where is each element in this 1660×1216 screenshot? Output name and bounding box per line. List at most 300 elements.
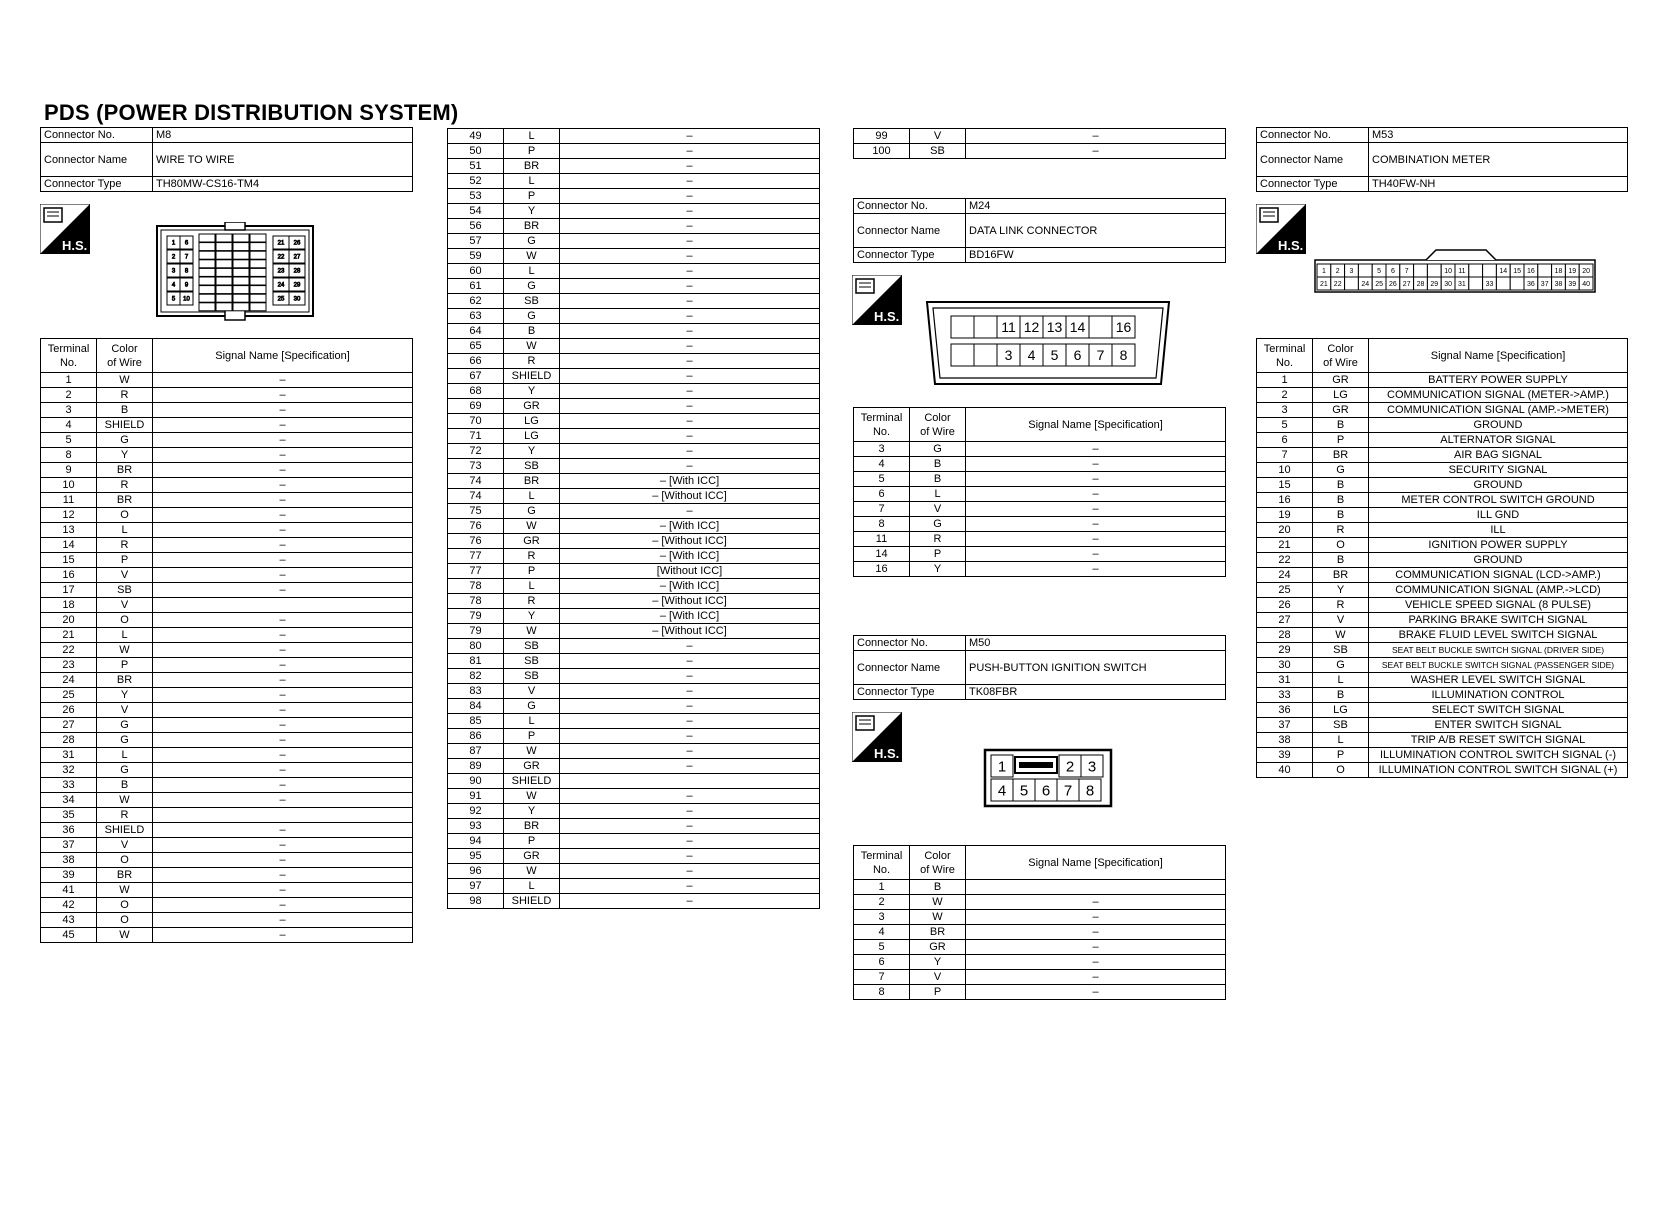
label-connector-type: Connector Type [41, 177, 153, 192]
table-row [41, 553, 413, 568]
table-row [448, 459, 820, 474]
signal-cell: – [560, 414, 820, 429]
pin-cell [1358, 264, 1372, 277]
pin-cell [1510, 277, 1524, 290]
table-row [448, 834, 820, 849]
pin-label: 22 [277, 254, 285, 261]
color-cell: L [97, 523, 153, 538]
connector-info-m24 [853, 198, 1226, 263]
table-row [41, 778, 413, 793]
signal-cell: – [153, 853, 413, 868]
terminal-cell: 3 [854, 442, 910, 457]
pin-cell [233, 260, 249, 268]
signal-cell: – [153, 703, 413, 718]
signal-cell: – [560, 444, 820, 459]
terminal-cell: 2 [1257, 388, 1313, 403]
signal-cell: – [966, 925, 1226, 940]
table-row [448, 324, 820, 339]
pin-label: 14 [1499, 268, 1508, 276]
color-cell: W [97, 643, 153, 658]
header-color: Color of Wire [910, 846, 966, 880]
pin-label: 16 [1115, 319, 1132, 336]
page-title: PDS (POWER DISTRIBUTION SYSTEM) [44, 100, 459, 125]
pin-cell [1112, 316, 1135, 338]
color-cell: B [910, 457, 966, 472]
table-row [1257, 748, 1628, 763]
pin-label: 5 [1019, 782, 1029, 800]
signal-cell: – [153, 643, 413, 658]
pin-cell [250, 294, 266, 302]
pin-cell [997, 316, 1020, 338]
terminal-cell: 19 [1257, 508, 1313, 523]
pin-cell [233, 268, 249, 276]
terminal-cell: 72 [448, 444, 504, 459]
signal-cell [966, 880, 1226, 895]
signal-cell: – [560, 819, 820, 834]
terminal-cell: 77 [448, 564, 504, 579]
terminal-cell: 39 [1257, 748, 1313, 763]
color-cell: O [1313, 538, 1369, 553]
signal-cell: – [Without ICC] [560, 489, 820, 504]
pin-label: 8 [184, 268, 189, 275]
table-row [1257, 658, 1628, 673]
table-row [448, 744, 820, 759]
color-cell: SHIELD [504, 894, 560, 909]
color-cell: GR [504, 849, 560, 864]
pin-cell [1057, 779, 1079, 801]
color-cell: V [97, 838, 153, 853]
color-cell: Y [504, 444, 560, 459]
signal-cell: – [153, 583, 413, 598]
table-row [448, 669, 820, 684]
signal-cell: – [153, 763, 413, 778]
terminal-cell: 92 [448, 804, 504, 819]
signal-cell: – [560, 384, 820, 399]
signal-cell: ILLUMINATION CONTROL SWITCH SIGNAL (-) [1369, 748, 1628, 763]
signal-cell: – [560, 879, 820, 894]
pin-cell [216, 260, 232, 268]
color-cell: W [1313, 628, 1369, 643]
terminal-cell: 38 [1257, 733, 1313, 748]
table-row [1257, 673, 1628, 688]
signal-cell: – [With ICC] [560, 519, 820, 534]
table-row [1257, 463, 1628, 478]
terminal-cell: 24 [41, 673, 97, 688]
pin-cell [216, 294, 232, 302]
color-cell: SHIELD [504, 369, 560, 384]
table-row [1257, 628, 1628, 643]
pin-label: 5 [1050, 347, 1059, 364]
signal-cell: – [560, 174, 820, 189]
signal-cell: – [560, 369, 820, 384]
signal-cell: – [560, 279, 820, 294]
hs-label: H.S. [62, 238, 88, 253]
header-terminal: Terminal No. [1257, 339, 1313, 373]
terminal-cell: 54 [448, 204, 504, 219]
signal-cell: WASHER LEVEL SWITCH SIGNAL [1369, 673, 1628, 688]
terminal-cell: 17 [41, 583, 97, 598]
color-cell: P [504, 189, 560, 204]
color-cell: W [504, 864, 560, 879]
pin-label: 25 [277, 296, 285, 303]
terminal-cell: 80 [448, 639, 504, 654]
pin-cell [1081, 755, 1103, 777]
table-row [41, 928, 413, 943]
label-connector-name: Connector Name [854, 214, 966, 248]
pin-label: 6 [184, 240, 189, 247]
pin-cell [1538, 277, 1552, 290]
table-row [448, 219, 820, 234]
signal-cell: VEHICLE SPEED SIGNAL (8 PULSE) [1369, 598, 1628, 613]
terminal-table-m8-part3 [853, 128, 1226, 159]
pin-cell [233, 294, 249, 302]
terminal-cell: 93 [448, 819, 504, 834]
terminal-cell: 56 [448, 219, 504, 234]
pin-cell [289, 292, 305, 305]
pin-cell [289, 264, 305, 277]
signal-cell: – [560, 744, 820, 759]
signal-cell: BATTERY POWER SUPPLY [1369, 373, 1628, 388]
pin-label: 29 [293, 282, 301, 289]
header-terminal: Terminal No. [854, 408, 910, 442]
pin-cell [199, 294, 215, 302]
signal-cell: – [153, 418, 413, 433]
pin-cell [1020, 316, 1043, 338]
signal-cell: SEAT BELT BUCKLE SWITCH SIGNAL (PASSENGER SIDE) [1369, 658, 1628, 673]
signal-cell: – [966, 144, 1226, 159]
table-row [41, 748, 413, 763]
terminal-cell: 3 [1257, 403, 1313, 418]
table-row [41, 598, 413, 613]
terminal-cell: 15 [41, 553, 97, 568]
color-cell: SB [1313, 643, 1369, 658]
pin-label: 36 [1527, 281, 1535, 289]
pin-cell [250, 268, 266, 276]
terminal-cell: 76 [448, 534, 504, 549]
pin-label: 7 [1404, 268, 1409, 276]
table-row [854, 547, 1226, 562]
pin-cell [250, 243, 266, 251]
pin-cell [250, 303, 266, 311]
terminal-cell: 28 [1257, 628, 1313, 643]
terminal-cell: 50 [448, 144, 504, 159]
signal-cell: – [966, 517, 1226, 532]
terminal-cell: 6 [854, 487, 910, 502]
pin-label: 1 [997, 758, 1007, 776]
color-cell: GR [504, 534, 560, 549]
color-cell: R [97, 388, 153, 403]
pin-cell [167, 264, 180, 277]
table-row [854, 910, 1226, 925]
signal-cell: – [966, 502, 1226, 517]
pin-cell [1079, 779, 1101, 801]
pin-cell [289, 236, 305, 249]
pin-cell [216, 303, 232, 311]
table-row [448, 609, 820, 624]
terminal-cell: 35 [41, 808, 97, 823]
signal-cell: – [153, 718, 413, 733]
signal-cell: COMMUNICATION SIGNAL (AMP.->METER) [1369, 403, 1628, 418]
signal-cell: – [560, 129, 820, 144]
signal-cell: – [966, 129, 1226, 144]
pin-cell [1345, 264, 1359, 277]
signal-cell: – [153, 508, 413, 523]
pin-label: 33 [1485, 281, 1494, 289]
signal-cell: – [966, 457, 1226, 472]
terminal-cell: 57 [448, 234, 504, 249]
signal-cell: – [153, 433, 413, 448]
table-row [854, 880, 1226, 895]
signal-cell: – [Without ICC] [560, 594, 820, 609]
table-row [41, 868, 413, 883]
color-cell: G [97, 733, 153, 748]
terminal-cell: 30 [1257, 658, 1313, 673]
connector-type-value: BD16FW [966, 248, 1226, 263]
color-cell: BR [97, 463, 153, 478]
color-cell: R [97, 538, 153, 553]
terminal-cell: 25 [41, 688, 97, 703]
pin-cell [1013, 779, 1035, 801]
pin-cell [1043, 316, 1066, 338]
pin-cell [1386, 277, 1400, 290]
terminal-cell: 74 [448, 489, 504, 504]
terminal-cell: 69 [448, 399, 504, 414]
pin-label: 21 [277, 240, 285, 247]
terminal-table-m8-part1 [40, 338, 413, 943]
signal-cell: – [153, 448, 413, 463]
color-cell: W [504, 624, 560, 639]
color-cell: P [97, 658, 153, 673]
label-connector-type: Connector Type [1257, 177, 1369, 192]
terminal-cell: 33 [41, 778, 97, 793]
harness-side-icon [1256, 204, 1306, 254]
signal-cell: TRIP A/B RESET SWITCH SIGNAL [1369, 733, 1628, 748]
signal-cell: COMMUNICATION SIGNAL (LCD->AMP.) [1369, 568, 1628, 583]
color-cell: V [97, 568, 153, 583]
table-row [1257, 568, 1628, 583]
pin-label: 3 [1349, 268, 1354, 276]
terminal-cell: 71 [448, 429, 504, 444]
color-cell: Y [97, 688, 153, 703]
table-row [448, 549, 820, 564]
color-cell: R [97, 808, 153, 823]
color-cell: P [504, 564, 560, 579]
color-cell: Y [504, 609, 560, 624]
signal-cell: – [560, 684, 820, 699]
color-cell: G [504, 699, 560, 714]
signal-cell: METER CONTROL SWITCH GROUND [1369, 493, 1628, 508]
terminal-cell: 61 [448, 279, 504, 294]
terminal-cell: 15 [1257, 478, 1313, 493]
signal-cell: – [966, 547, 1226, 562]
color-cell: V [97, 598, 153, 613]
pin-label: 29 [1430, 281, 1439, 289]
signal-cell: – [560, 339, 820, 354]
pin-cell [233, 286, 249, 294]
terminal-cell: 70 [448, 414, 504, 429]
pin-cell [974, 316, 997, 338]
pin-cell [167, 278, 180, 291]
terminal-cell: 28 [41, 733, 97, 748]
terminal-cell: 74 [448, 474, 504, 489]
pin-cell [216, 243, 232, 251]
color-cell: B [97, 403, 153, 418]
color-cell: SHIELD [97, 823, 153, 838]
signal-cell: – [153, 538, 413, 553]
pin-label: 38 [1554, 281, 1563, 289]
signal-cell: – [153, 793, 413, 808]
pin-cell [1579, 264, 1593, 277]
table-row [41, 883, 413, 898]
terminal-cell: 51 [448, 159, 504, 174]
pin-cell [997, 344, 1020, 366]
signal-cell: – [153, 478, 413, 493]
table-row [1257, 493, 1628, 508]
pin-cell [273, 278, 289, 291]
header-signal: Signal Name [Specification] [153, 339, 413, 373]
signal-cell: BRAKE FLUID LEVEL SWITCH SIGNAL [1369, 628, 1628, 643]
table-row [448, 879, 820, 894]
table-row [1257, 763, 1628, 778]
table-row [41, 388, 413, 403]
terminal-cell: 96 [448, 864, 504, 879]
signal-cell: – [153, 883, 413, 898]
color-cell: Y [1313, 583, 1369, 598]
signal-cell: – [560, 669, 820, 684]
table-row [854, 442, 1226, 457]
connector-name-value: DATA LINK CONNECTOR [966, 214, 1226, 248]
signal-cell: – [153, 658, 413, 673]
signal-cell: ILLUMINATION CONTROL SWITCH SIGNAL (+) [1369, 763, 1628, 778]
pin-label: 10 [1444, 268, 1452, 276]
pin-label: 4 [1027, 347, 1036, 364]
signal-cell: – [966, 532, 1226, 547]
signal-cell: – [153, 463, 413, 478]
terminal-cell: 16 [1257, 493, 1313, 508]
header-color: Color of Wire [1313, 339, 1369, 373]
signal-cell: GROUND [1369, 418, 1628, 433]
signal-cell: [Without ICC] [560, 564, 820, 579]
terminal-cell: 25 [1257, 583, 1313, 598]
terminal-cell: 3 [854, 910, 910, 925]
table-row [1257, 448, 1628, 463]
table-row [854, 532, 1226, 547]
signal-cell: – [560, 399, 820, 414]
table-row [448, 774, 820, 789]
pin-cell [1035, 779, 1057, 801]
terminal-cell: 33 [1257, 688, 1313, 703]
table-row [448, 504, 820, 519]
signal-cell: – [560, 639, 820, 654]
table-row [448, 204, 820, 219]
connector-info-m53 [1256, 127, 1628, 192]
connector-type-value: TK08FBR [966, 685, 1226, 700]
signal-cell: – [966, 472, 1226, 487]
color-cell: L [504, 174, 560, 189]
terminal-cell: 31 [1257, 673, 1313, 688]
color-cell: P [910, 985, 966, 1000]
pin-label: 16 [1527, 268, 1535, 276]
signal-cell: – [560, 759, 820, 774]
table-row [448, 279, 820, 294]
signal-cell: ALTERNATOR SIGNAL [1369, 433, 1628, 448]
color-cell: P [504, 729, 560, 744]
color-cell: SB [504, 654, 560, 669]
color-cell: G [97, 718, 153, 733]
pin-label: 4 [171, 282, 176, 289]
color-cell: GR [504, 759, 560, 774]
color-cell: P [97, 553, 153, 568]
table-row [448, 534, 820, 549]
color-cell: B [1313, 493, 1369, 508]
table-row [41, 718, 413, 733]
pin-cell [216, 251, 232, 259]
pin-label: 24 [1361, 281, 1370, 289]
pin-label: 15 [1513, 268, 1521, 276]
table-row [448, 894, 820, 909]
table-row [1257, 538, 1628, 553]
table-row [448, 369, 820, 384]
pin-cell [1441, 264, 1455, 277]
pin-cell [1089, 344, 1112, 366]
pin-label: 25 [1375, 281, 1383, 289]
signal-cell: SEAT BELT BUCKLE SWITCH SIGNAL (DRIVER SIDE) [1369, 643, 1628, 658]
color-cell: G [1313, 463, 1369, 478]
signal-cell: – [153, 748, 413, 763]
color-cell: B [1313, 688, 1369, 703]
color-cell: R [504, 549, 560, 564]
table-row [448, 174, 820, 189]
terminal-cell: 1 [854, 880, 910, 895]
pin-cell [250, 234, 266, 242]
color-cell: L [504, 579, 560, 594]
table-row [448, 294, 820, 309]
table-row [1257, 718, 1628, 733]
table-row [448, 489, 820, 504]
signal-cell: – [560, 654, 820, 669]
terminal-cell: 89 [448, 759, 504, 774]
color-cell: B [1313, 418, 1369, 433]
signal-cell: – [560, 159, 820, 174]
signal-cell: – [560, 204, 820, 219]
signal-cell: – [560, 849, 820, 864]
terminal-cell: 13 [41, 523, 97, 538]
pin-label: 26 [293, 240, 301, 247]
signal-cell: – [153, 613, 413, 628]
color-cell: O [97, 613, 153, 628]
color-cell: R [504, 594, 560, 609]
pin-cell [1414, 264, 1428, 277]
connector-info-m8 [40, 127, 413, 192]
table-row [1257, 418, 1628, 433]
terminal-cell: 79 [448, 624, 504, 639]
table-row [1257, 643, 1628, 658]
color-cell: G [97, 433, 153, 448]
color-cell: SB [504, 459, 560, 474]
pin-cell [1579, 277, 1593, 290]
pin-cell [199, 260, 215, 268]
table-row [41, 433, 413, 448]
signal-cell: – [966, 970, 1226, 985]
pin-label: 8 [1085, 782, 1095, 800]
pin-cell [1358, 277, 1372, 290]
signal-cell: – [With ICC] [560, 549, 820, 564]
color-cell: LG [504, 414, 560, 429]
pin-cell [289, 278, 305, 291]
pin-label: 28 [1416, 281, 1425, 289]
color-cell: SHIELD [504, 774, 560, 789]
color-cell: W [97, 793, 153, 808]
